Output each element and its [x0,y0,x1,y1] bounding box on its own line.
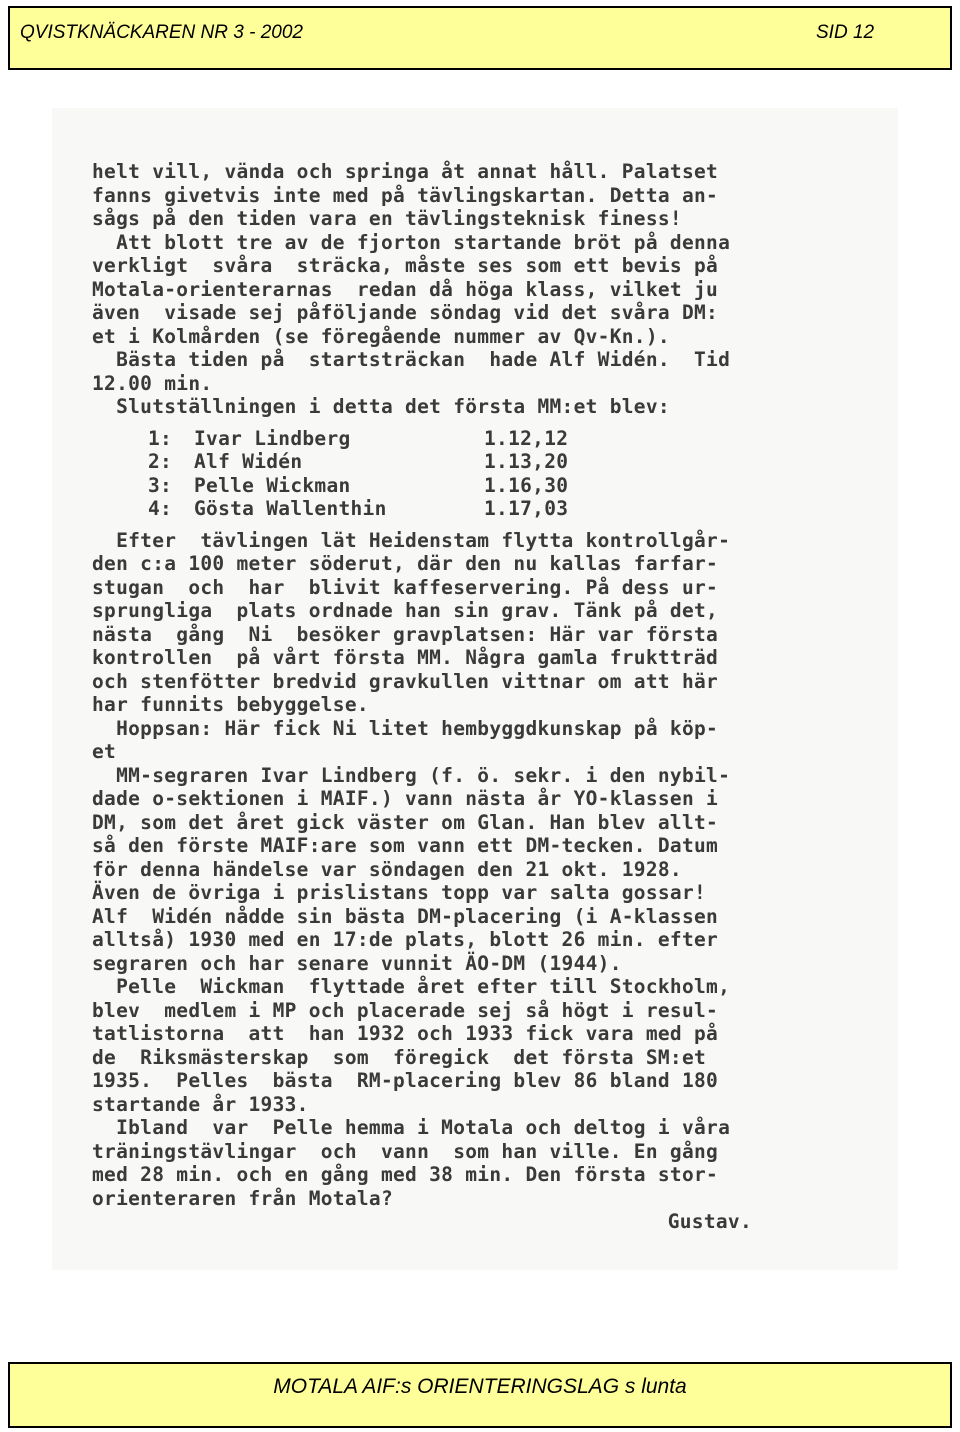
article-paragraphs-bottom [92,529,872,1211]
text-line: et [92,740,117,763]
text-line: och stenfötter bredvid gravkullen vittnar om att här [92,669,719,693]
text-line: sågs på den tiden vara en tävlingsteknisk finess! [92,207,682,230]
result-time: 1.13,20 [484,450,569,473]
text-line: kontrollen på vårt första MM. Några gamla fruktträd [92,646,719,669]
typewritten-article [92,160,872,1234]
result-time: 1.17,03 [484,497,569,520]
text-line: 1935. Pelles bästa RM-placering blev 86 bland 180 [92,1069,719,1092]
text-line: startande år 1933. [92,1092,309,1116]
publication-title: QVISTKNÄCKAREN NR 3 - 2002 [20,22,303,43]
text-line: Motala-orienterarnas redan då höga klass, vilket ju [92,277,719,301]
result-place: 4: [148,497,173,520]
result-place: 2: [148,450,173,473]
result-name: Ivar Lindberg [194,426,351,450]
result-place: 3: [148,473,173,497]
page-header [8,6,952,70]
text-line: Hoppsan: Här fick Ni litet hembyggdkunskap på köp- [92,716,719,740]
text-line: Att blott tre av de fjorton startande bröt på denna [92,230,731,254]
text-line: fanns givetvis inte med på tävlingskartan. Detta an- [92,183,719,207]
text-line: Efter tävlingen lät Heidenstam flytta kontrollgår- [92,528,731,552]
text-line: DM, som det året gick väster om Glan. Han blev allt- [92,810,719,834]
footer-text: MOTALA AIF:s ORIENTERINGSLAG s lunta [273,1375,687,1398]
text-line: Slutställningen i detta det första MM:et blev: [92,395,670,418]
text-line: Pelle Wickman flyttade året efter till Stockholm, [92,975,731,998]
text-line: Alf Widén nådde sin bästa DM-placering (i A-klassen [92,904,719,928]
text-line: segraren och har senare vunnit ÄO-DM (1944). [92,951,622,975]
results-table [92,427,872,521]
text-line: 12.00 min. [92,371,213,395]
result-name: Pelle Wickman [194,473,351,497]
page-number: SID 12 [816,22,875,43]
text-line: Bästa tiden på startsträckan hade Alf Widén. Tid [92,348,731,371]
text-line: har funnits bebyggelse. [92,693,369,716]
text-line: Även de övriga i prislistans topp var salta gossar! [92,881,707,904]
text-line: et i Kolmården (se föregående nummer av Qv-Kn.). [92,324,670,348]
text-line: helt vill, vända och springa åt annat håll. Palatset [92,160,719,183]
text-line: för denna händelse var söndagen den 21 okt. 1928. [92,857,682,881]
text-line: blev medlem i MP och placerade sej så högt i resul- [92,998,719,1022]
result-row [92,427,872,451]
text-line: tatlistorna att han 1932 och 1933 fick vara med på [92,1022,719,1045]
text-line: så den förste MAIF:are som vann ett DM-tecken. Datum [92,834,719,857]
result-name: Alf Widén [194,450,303,473]
result-name: Gösta Wallenthin [194,497,387,520]
text-line: MM-segraren Ivar Lindberg (f. ö. sekr. i den nybil- [92,763,731,787]
text-line: verkligt svåra sträcka, måste ses som ett bevis på [92,254,719,277]
result-time: 1.16,30 [484,473,569,497]
text-line: sprungliga plats ordnade han sin grav. Tänk på det, [92,599,719,622]
page-footer [8,1362,952,1428]
text-line: Ibland var Pelle hemma i Motala och deltog i våra [92,1116,731,1139]
text-line: träningstävlingar och vann som han ville. En gång [92,1139,719,1163]
text-line: med 28 min. och en gång med 38 min. Den första stor- [92,1163,719,1186]
result-time: 1.12,12 [484,426,569,450]
article-paragraphs-top [92,160,872,419]
text-line: dade o-sektionen i MAIF.) vann nästa år YO-klassen i [92,787,719,810]
text-line: de Riksmästerskap som föregick det första SM:et [92,1045,707,1069]
text-line: den c:a 100 meter söderut, där den nu kallas farfar- [92,552,719,575]
text-line: även visade sej påföljande söndag vid det svåra DM: [92,301,719,324]
text-line: orienteraren från Motala? [92,1186,393,1210]
result-place: 1: [148,426,173,450]
result-row [92,497,872,521]
text-line: stugan och har blivit kaffeservering. På dess ur- [92,575,719,599]
result-row [92,450,872,474]
text-line: alltså) 1930 med en 17:de plats, blott 26 min. efter [92,928,719,951]
text-line: nästa gång Ni besöker gravplatsen: Här var första [92,622,719,646]
result-row [92,474,872,498]
signature: Gustav. [667,1210,752,1233]
